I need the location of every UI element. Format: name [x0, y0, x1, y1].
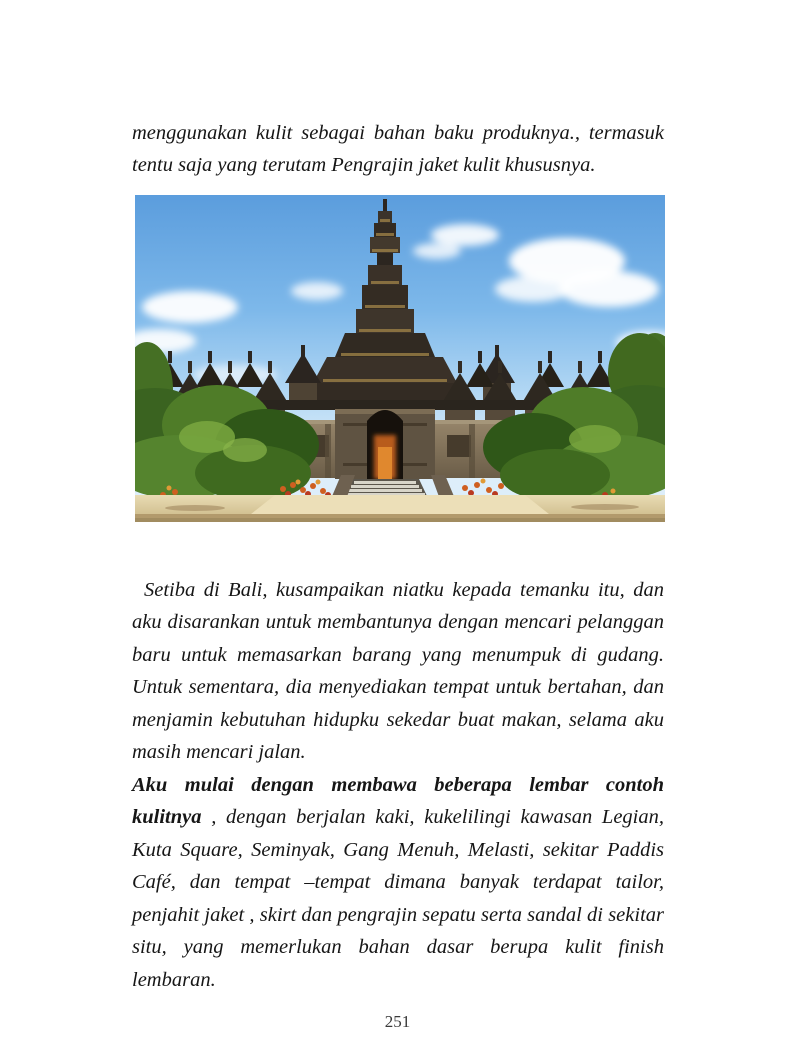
forecourt — [135, 495, 665, 522]
paragraph-continuation: , dengan berjalan kaki, kukelilingi kawasan Legian, Kuta Square, Seminyak, Gang Menuh, Melasti, sekitar Paddis Café, dan tempat –tempat dimana banyak terdapat tailor, penjahit jaket , skirt dan pengrajin sepatu serta sandal di sekitar situ, yang memerlukan bahan dasar berupa kulit finish lembaran. — [132, 806, 664, 991]
monument-photo — [135, 195, 665, 522]
paragraph-intro: menggunakan kulit sebagai bahan baku produknya., termasuk tentu saja yang terutam Pengrajin jaket kulit khususnya. — [132, 121, 664, 176]
monument-illustration — [135, 195, 665, 522]
paragraph-aku-mulai — [132, 769, 664, 997]
paragraph-bold-lead: Aku mulai dengan membawa beberapa lembar contoh kulitnya — [132, 773, 664, 828]
paragraph-setiba-di-bali: Setiba di Bali, kusampaikan niatku kepada temanku itu, dan aku disarankan untuk membantunya dengan mencari pelanggan baru untuk memasarkan barang yang menumpuk di gudang. Untuk sementara, dia menyediakan tempat untuk bertahan, dan menjamin kebutuhan hidupku sekedar buat makan, selama aku masih mencari jalan. — [132, 578, 664, 763]
gate-and-doorway — [335, 409, 435, 479]
page-number: 251 — [384, 1012, 411, 1031]
